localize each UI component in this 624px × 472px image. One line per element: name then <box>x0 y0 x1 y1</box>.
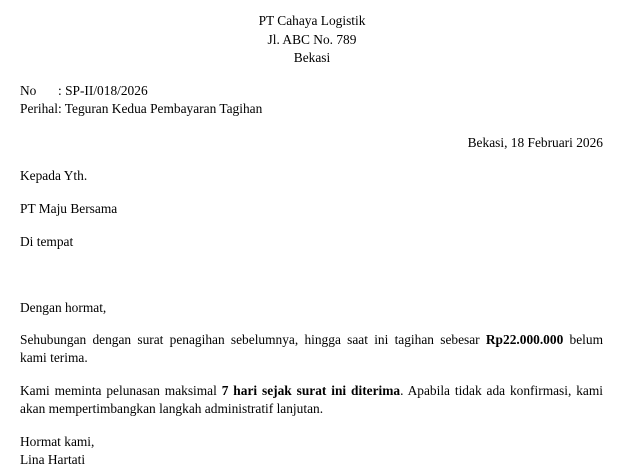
company-address: Jl. ABC No. 789 <box>267 32 357 47</box>
letter-subject <box>20 100 262 117</box>
recipient-salutation: Kepada Yth. <box>20 168 88 183</box>
recipient-place: Di tempat <box>20 234 74 249</box>
greeting: Dengan hormat, <box>20 300 107 315</box>
closing-regards: Hormat kami, <box>20 434 95 449</box>
signer-name: Lina Hartati <box>20 452 86 467</box>
letter-subject-label: Perihal <box>20 101 58 116</box>
recipient-name: PT Maju Bersama <box>20 201 118 216</box>
letter-number-value: : SP-II/018/2026 <box>58 83 148 98</box>
letter-date: Bekasi, 18 Februari 2026 <box>467 135 603 150</box>
paragraph-2-line-2: akan mempertimbangkan langkah administratif lanjutan. <box>20 401 324 416</box>
paragraph-2-text-b: . Apabila tidak ada konfirmasi, kami <box>400 383 603 398</box>
paragraph-1-text-b: belum <box>563 332 603 347</box>
letter-subject-value: : Teguran Kedua Pembayaran Tagihan <box>57 101 263 116</box>
letter-number-label: No <box>20 83 37 98</box>
invoice-amount: Rp22.000.000 <box>485 332 564 347</box>
company-name: PT Cahaya Logistik <box>258 13 366 28</box>
paragraph-1-line-1 <box>20 331 603 348</box>
paragraph-1-line-2: kami terima. <box>20 350 88 365</box>
paragraph-2-line-1 <box>20 382 603 399</box>
company-city: Bekasi <box>293 50 331 65</box>
payment-deadline: 7 hari sejak surat ini diterima <box>221 383 401 398</box>
paragraph-1-text-a: Sehubungan dengan surat penagihan sebelumnya, hingga saat ini tagihan sebesar <box>20 332 486 347</box>
letter-number <box>20 82 148 99</box>
paragraph-2-text-a: Kami meminta pelunasan maksimal <box>20 383 222 398</box>
